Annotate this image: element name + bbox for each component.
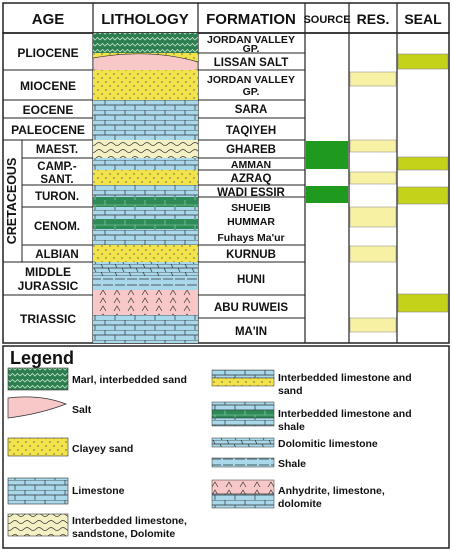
age-pliocene: PLIOCENE bbox=[17, 46, 79, 60]
formation-amman: AMMAN bbox=[230, 159, 272, 171]
res-cenom bbox=[350, 207, 396, 227]
formation-fuhays: Fuhays Ma'ur bbox=[217, 232, 285, 244]
legend-interbedded-2: sandstone, Dolomite bbox=[72, 528, 176, 540]
formation-sara: SARA bbox=[234, 104, 268, 116]
formation-gp-2: GP. bbox=[242, 86, 260, 98]
seal-lissan bbox=[398, 54, 448, 69]
legend-marl: Marl, interbedded sand bbox=[72, 374, 187, 386]
res-kurnub bbox=[350, 246, 396, 262]
lith-limestone-main bbox=[93, 315, 198, 343]
reservoir-indicators bbox=[350, 72, 396, 332]
legend-swatch-shale bbox=[212, 458, 274, 467]
res-miocene bbox=[350, 72, 396, 86]
formation-jordan-valley-1: JORDAN VALLEY bbox=[207, 34, 295, 46]
formation-hummar: HUMMAR bbox=[227, 216, 275, 228]
legend-interbedded-1: Interbedded limestone, bbox=[72, 515, 187, 527]
res-main bbox=[350, 318, 396, 332]
formation-kurnub: KURNUB bbox=[226, 249, 276, 261]
formation-gp-1: GP. bbox=[242, 43, 260, 55]
lith-anhydrite-abu-ruweis bbox=[93, 290, 198, 315]
age-albian: ALBIAN bbox=[35, 249, 79, 261]
period-cretaceous: CRETACEOUS bbox=[5, 157, 19, 245]
age-camp: CAMP.- bbox=[37, 161, 77, 173]
res-ghareb bbox=[350, 140, 396, 152]
legend-swatch-marl bbox=[8, 368, 68, 390]
header-formation: FORMATION bbox=[206, 11, 296, 28]
age-sant: SANT. bbox=[40, 174, 74, 186]
seal-indicators bbox=[398, 54, 448, 312]
formation-azraq: AZRAQ bbox=[230, 173, 272, 185]
legend-lime-shale-1: Interbedded limestone and bbox=[278, 408, 412, 420]
header-seal: SEAL bbox=[404, 11, 442, 27]
formation-ghareb: GHAREB bbox=[226, 144, 276, 156]
age-turon: TURON. bbox=[34, 191, 80, 203]
legend-anhydrite-1: Anhydrite, limestone, bbox=[278, 485, 385, 497]
header-source: SOURCE bbox=[303, 14, 351, 26]
source-wadi-essir bbox=[306, 186, 348, 203]
lith-sand-kurnub bbox=[93, 245, 198, 262]
seal-amman bbox=[398, 157, 448, 170]
formation-abu-ruweis: ABU RUWEIS bbox=[213, 302, 289, 314]
header-lithology: LITHOLOGY bbox=[101, 11, 189, 28]
formation-wadi-essir: WADI ESSIR bbox=[217, 187, 285, 199]
formation-labels bbox=[207, 34, 295, 338]
legend-lime-shale-2: shale bbox=[278, 421, 305, 433]
formation-shueib: SHUEIB bbox=[231, 202, 271, 214]
legend-swatch-clayey-sand bbox=[8, 438, 68, 456]
lith-limestone-cenom bbox=[93, 207, 198, 219]
formation-huni: HUNI bbox=[236, 274, 266, 286]
legend-swatch-lime-sand-bottom bbox=[212, 378, 274, 386]
lith-dolomitic-huni bbox=[93, 262, 198, 276]
legend-anhydrite-2: dolomite bbox=[278, 498, 322, 510]
legend-title: Legend bbox=[10, 348, 75, 368]
legend-swatch-anhydrite-top bbox=[212, 480, 274, 494]
age-cenom: CENOM. bbox=[34, 221, 80, 233]
legend-swatch-interbedded bbox=[8, 514, 68, 536]
legend-clayey-sand: Clayey sand bbox=[72, 443, 134, 455]
seal-wadi-essir bbox=[398, 187, 448, 204]
legend-swatch-anhydrite-bottom bbox=[212, 494, 274, 508]
legend-swatch-lime-shale-mid bbox=[212, 410, 274, 418]
seal-abu-ruweis bbox=[398, 294, 448, 312]
legend-limestone: Limestone bbox=[72, 485, 125, 497]
legend-lime-sand-1: Interbedded limestone and bbox=[278, 372, 412, 384]
source-indicators bbox=[306, 141, 348, 203]
lith-limestone-wadi-essir bbox=[93, 185, 198, 197]
age-middle: MIDDLE bbox=[25, 265, 71, 279]
legend-swatch-lime-shale-bottom bbox=[212, 418, 274, 426]
lith-limestone-eocene-paleocene bbox=[93, 100, 198, 140]
formation-jordan-valley-2: JORDAN VALLEY bbox=[207, 74, 295, 86]
lith-marl-pliocene bbox=[93, 33, 198, 53]
legend-shale: Shale bbox=[278, 458, 307, 470]
lith-lime-shale-1 bbox=[93, 197, 198, 207]
age-labels bbox=[5, 46, 85, 326]
formation-lissan-salt: LISSAN SALT bbox=[213, 57, 289, 69]
age-triassic: TRIASSIC bbox=[19, 312, 77, 326]
age-eocene: EOCENE bbox=[22, 103, 74, 117]
lith-interbedded-maest bbox=[93, 140, 198, 158]
lith-shale-huni bbox=[93, 276, 198, 290]
lith-limestone-fuhays bbox=[93, 229, 198, 245]
lith-clayey-sand-miocene bbox=[93, 70, 198, 100]
lith-lime-shale-2 bbox=[93, 219, 198, 229]
formation-taqiyeh: TAQIYEH bbox=[225, 125, 277, 137]
age-maest: MAEST. bbox=[35, 144, 79, 156]
formation-main: MA'IN bbox=[234, 326, 268, 338]
res-azraq bbox=[350, 172, 396, 184]
legend-salt: Salt bbox=[72, 404, 92, 416]
legend-dolomitic: Dolomitic limestone bbox=[278, 438, 378, 450]
legend-swatch-lime-shale-top bbox=[212, 402, 274, 410]
age-miocene: MIOCENE bbox=[19, 79, 77, 93]
legend-swatch-dolomitic bbox=[212, 438, 274, 447]
header-res: RES. bbox=[356, 11, 390, 27]
source-ghareb-amman bbox=[306, 141, 348, 169]
lith-limestone-amman bbox=[93, 158, 198, 170]
legend-swatch-lime-sand-top bbox=[212, 370, 274, 378]
age-jurassic: JURASSIC bbox=[17, 279, 79, 293]
lith-sand-azraq bbox=[93, 170, 198, 185]
age-paleocene: PALEOCENE bbox=[11, 123, 85, 137]
lithology-column bbox=[93, 33, 198, 343]
header-age: AGE bbox=[31, 11, 65, 28]
legend-lime-sand-2: sand bbox=[278, 385, 303, 397]
legend-swatch-limestone bbox=[8, 478, 68, 504]
